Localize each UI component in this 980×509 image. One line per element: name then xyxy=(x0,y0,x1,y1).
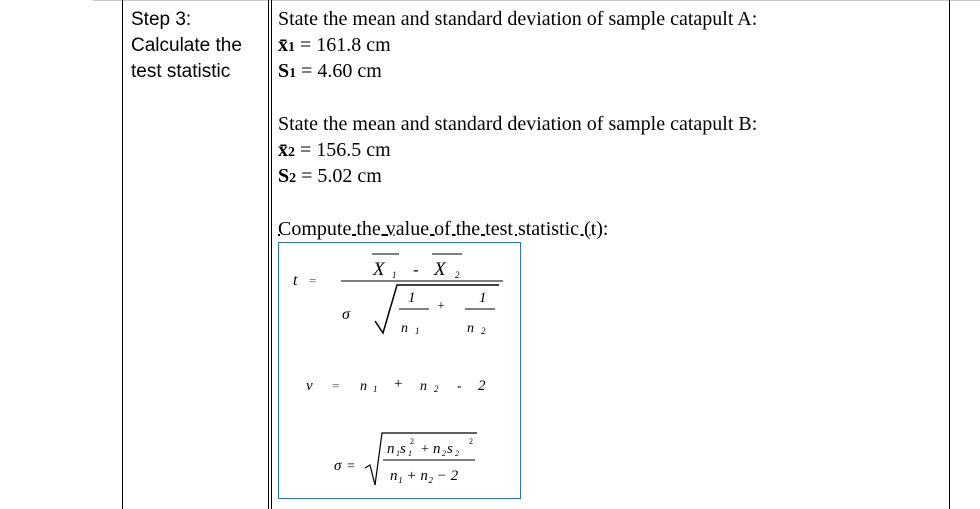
sample-b-heading: State the mean and standard deviation of sample catapult B: xyxy=(278,113,758,135)
pooled-n1: n xyxy=(387,441,395,457)
pooled-plus: + xyxy=(421,442,429,457)
table-right-border xyxy=(949,0,950,509)
mean-symbol: x̄ xyxy=(278,34,288,56)
top-border xyxy=(93,0,980,1)
minus-sign: - xyxy=(413,260,419,279)
pooled-s2-sup: 2 xyxy=(469,437,473,446)
numerator-one-b: 1 xyxy=(479,290,487,306)
sample-a-mean xyxy=(278,32,391,61)
step-line-1: Step 3: xyxy=(131,9,192,30)
equals-sign: = xyxy=(309,273,317,288)
table-column-divider-double xyxy=(271,0,272,509)
x2-subscript: 2 xyxy=(455,270,460,280)
table-left-border xyxy=(122,0,123,509)
sd-symbol: S xyxy=(278,165,290,187)
df-two: 2 xyxy=(478,378,486,394)
n2-symbol: n xyxy=(467,321,474,336)
n1-subscript: 1 xyxy=(415,326,420,336)
pooled-n2-sub: 2 xyxy=(442,449,446,458)
table-column-divider xyxy=(268,0,269,509)
mean-subscript: 1 xyxy=(288,40,295,55)
pooled-n2: n xyxy=(433,441,441,457)
x1-symbol: X xyxy=(373,259,385,280)
mean-symbol: x̄ xyxy=(278,139,288,161)
n1-symbol: n xyxy=(401,321,408,336)
pooled-sigma: σ xyxy=(334,458,342,474)
x1-subscript: 1 xyxy=(392,270,397,280)
df-plus: + xyxy=(394,376,403,392)
pooled-s1-sup: 2 xyxy=(410,437,414,446)
nu-symbol: ν xyxy=(306,378,313,394)
mean-subscript: 2 xyxy=(288,145,295,160)
pooled-s2-sub: 2 xyxy=(455,449,459,458)
numerator-one-a: 1 xyxy=(408,290,416,306)
sample-b-mean xyxy=(278,137,391,166)
pooled-n1-sub: 1 xyxy=(396,449,400,458)
pooled-equals: = xyxy=(347,459,355,474)
formula-graphics xyxy=(279,243,522,500)
sample-a-heading: State the mean and standard deviation of sample catapult A: xyxy=(278,8,758,30)
step-label xyxy=(131,7,242,85)
pooled-s1: s xyxy=(400,441,406,457)
mean-value: = 161.8 cm xyxy=(295,34,391,56)
df-n1: n xyxy=(360,379,367,394)
df-n1-subscript: 1 xyxy=(373,384,378,394)
x2-symbol: X xyxy=(434,259,446,280)
df-equals: = xyxy=(332,378,340,393)
pooled-s2: s xyxy=(447,441,453,457)
step-line-2: Calculate the xyxy=(131,35,242,56)
step-line-3: test statistic xyxy=(131,61,231,82)
pooled-denominator: n₁ + n₂ − 2 xyxy=(390,468,459,484)
t-symbol: t xyxy=(293,272,298,289)
sd-symbol: S xyxy=(278,60,290,82)
df-minus: - xyxy=(457,379,462,394)
df-n2-subscript: 2 xyxy=(434,384,439,394)
n2-subscript: 2 xyxy=(481,326,486,336)
sd-subscript: 1 xyxy=(289,66,297,81)
sample-a-sd xyxy=(278,58,382,87)
df-n2: n xyxy=(420,379,427,394)
sd-value: = 5.02 cm xyxy=(296,165,382,187)
sd-subscript: 2 xyxy=(289,171,297,186)
formula-box xyxy=(278,242,521,499)
plus-sign: + xyxy=(437,299,445,314)
compute-heading: Compute the value of the test statistic (t): xyxy=(278,218,609,240)
mean-value: = 156.5 cm xyxy=(295,139,391,161)
sigma-symbol: σ xyxy=(342,306,350,323)
sample-b-sd xyxy=(278,163,382,192)
sd-value: = 4.60 cm xyxy=(296,60,382,82)
pooled-s1-sub: 1 xyxy=(408,449,412,458)
